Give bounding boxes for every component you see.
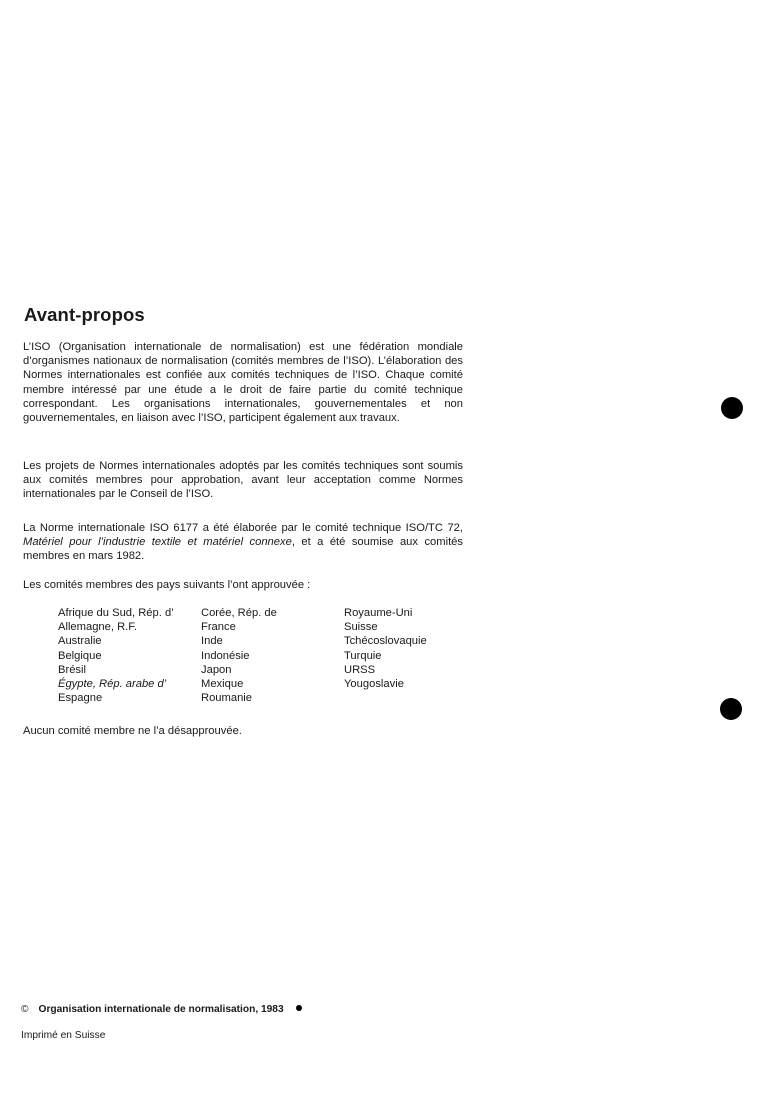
bullet-icon xyxy=(296,1005,302,1011)
country-item: Espagne xyxy=(58,692,103,705)
drafts-paragraph: Les projets de Normes internationales adoptés par les comités techniques sont soumis aux comités membres pour approbation, avant leur acceptation comme Normes internationales par le Conseil de l’ISO. xyxy=(23,460,463,501)
country-item: URSS xyxy=(344,663,376,676)
printed-in: Imprimé en Suisse xyxy=(21,1030,106,1041)
copyright-line xyxy=(21,1003,302,1016)
page-title: Avant-propos xyxy=(24,304,145,325)
country-item: Afrique du Sud, Rép. d’ xyxy=(58,607,174,619)
country-item: Turquie xyxy=(344,649,382,662)
country-item: Suisse xyxy=(344,621,378,634)
country-item: Corée, Rép. de xyxy=(201,607,277,619)
standard-text-end: , et a été soumise aux comités membres en mars 1982. xyxy=(23,536,463,563)
country-item: Tchécoslovaquie xyxy=(344,635,427,648)
country-item: Brésil xyxy=(58,663,86,676)
country-item: Royaume-Uni xyxy=(344,607,413,619)
country-item: Australie xyxy=(58,635,102,648)
country-list-column-1 xyxy=(58,606,174,705)
margin-dot-icon xyxy=(721,397,743,419)
standard-text-start: La Norme internationale ISO 6177 a été élaborée par le comité technique ISO/TC 72, xyxy=(23,522,463,534)
country-item: Égypte, Rép. arabe d’ xyxy=(58,678,167,691)
margin-dot-icon xyxy=(720,698,742,720)
country-item: Japon xyxy=(201,663,232,676)
country-item: France xyxy=(201,621,236,634)
standard-paragraph xyxy=(23,521,463,564)
copyright-icon: © xyxy=(21,1004,29,1015)
country-list-column-2 xyxy=(201,606,277,705)
country-item: Mexique xyxy=(201,678,244,691)
country-item: Yougoslavie xyxy=(344,678,404,691)
country-item: Indonésie xyxy=(201,649,250,662)
committee-title: Matériel pour l’industrie textile et matériel connexe xyxy=(23,536,292,549)
disapproval-paragraph: Aucun comité membre ne l’a désapprouvée. xyxy=(23,725,242,737)
country-item: Roumanie xyxy=(201,692,252,705)
approval-paragraph: Les comités membres des pays suivants l’ont approuvée : xyxy=(23,579,311,591)
copyright-organisation: Organisation internationale de normalisation, 1983 xyxy=(38,1004,284,1015)
country-item: Allemagne, R.F. xyxy=(58,621,137,634)
intro-paragraph: L’ISO (Organisation internationale de normalisation) est une fédération mondiale d’organismes nationaux de normalisation (comités membres de l’ISO). L’élaboration des Normes internationales est confiée aux comités techniques de l’ISO. Chaque comité membre intéressé par une étude a le droit de faire partie du comité technique correspondant. Les organisations internationales, gouvernementales et non gouvernementales, en liaison avec l’ISO, participent également aux travaux. xyxy=(23,341,463,425)
country-item: Belgique xyxy=(58,649,102,662)
country-list-column-3 xyxy=(344,606,427,691)
country-item: Inde xyxy=(201,635,223,648)
